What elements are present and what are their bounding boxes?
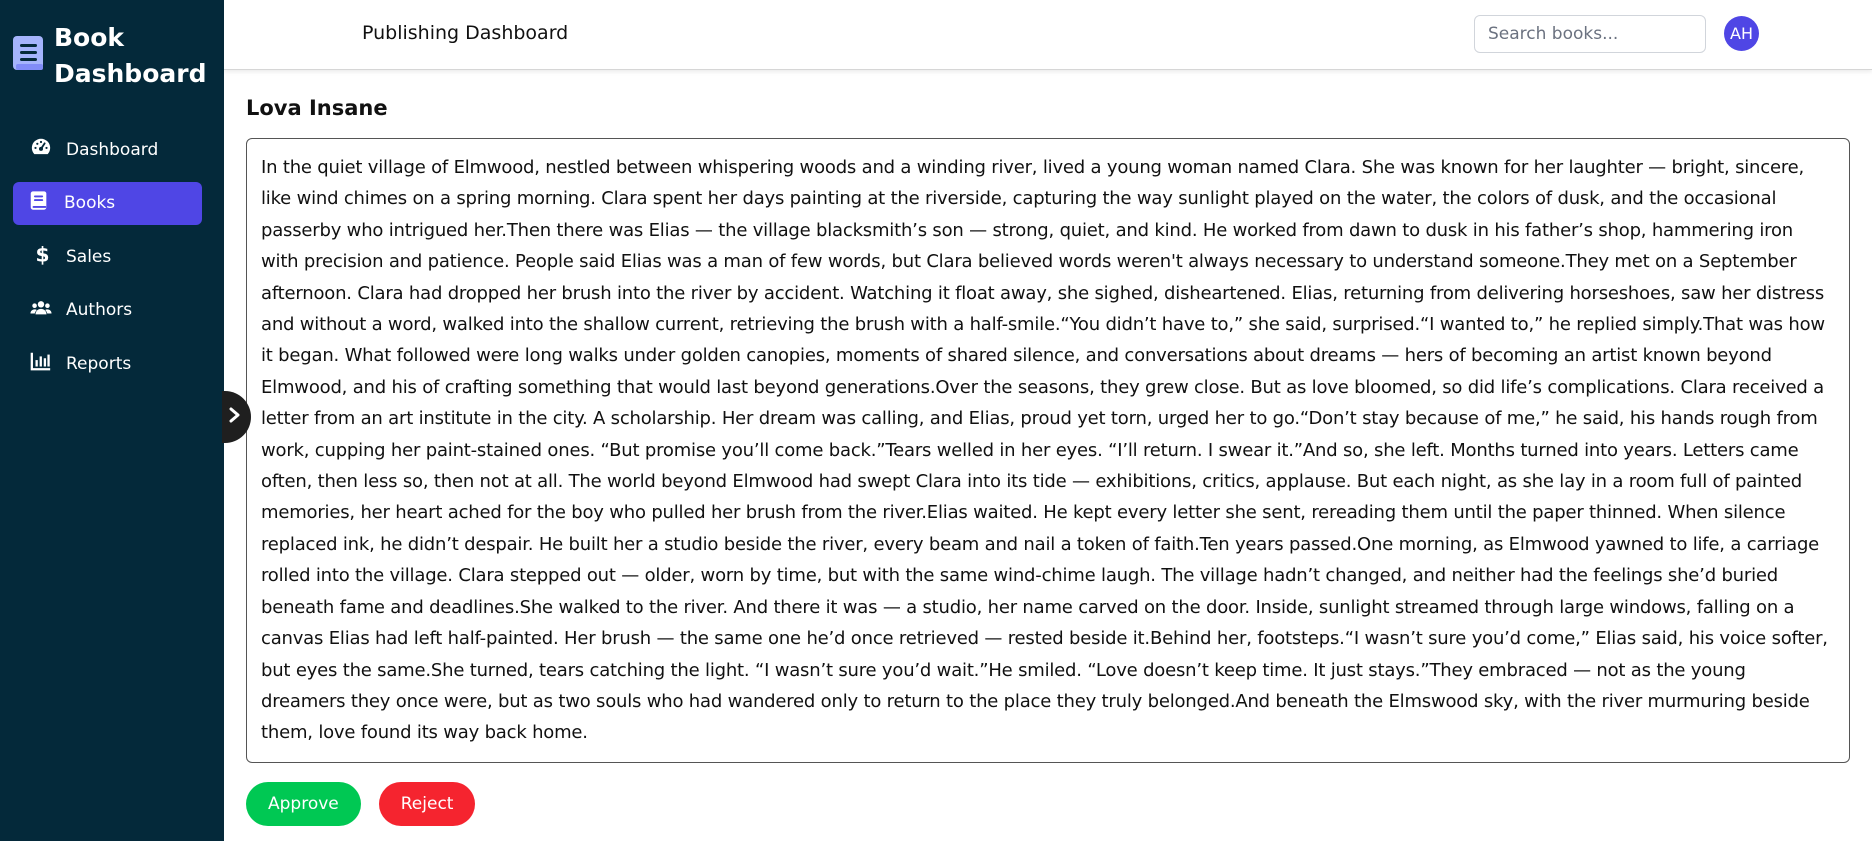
sidebar-item-label: Books — [64, 193, 116, 213]
top-header — [224, 0, 1872, 70]
sidebar-item-label: Sales — [66, 246, 112, 267]
sidebar-item-dashboard[interactable] — [13, 128, 202, 171]
action-buttons — [246, 782, 493, 826]
sidebar — [0, 0, 224, 841]
chevron-right-icon — [232, 407, 242, 427]
sidebar-item-label: Reports — [66, 353, 132, 374]
book-title: Lova Insane — [246, 96, 388, 120]
book-content-text: In the quiet village of Elmwood, nestled between whispering woods and a winding river, lived a young woman named Clara. She was known for her laughter — bright, sincere, like wind chimes on a spring morning. Clara spent her days painting at the riverside, capturing the way sunlight played on the water, the colors of dusk, and the occasional passerby who intrigued her.Then there was Elias — the village blacksmith’s son — strong, quiet, and kind. He worked from dawn to dusk in his father’s shop, hammering iron with precision and patience. People said Elias was a man of few words, but Clara believed words weren't always necessary to understand someone.They met on a September afternoon. Clara had dropped her brush into the river by accident. Watching it float away, she sighed, disheartened. Elias, returning from delivering horseshoes, saw her distress and without a word, walked into the shallow current, retrieving the brush with a half-smile.“You didn’t have to,” she said, surprised.“I wanted to,” he replied simply.That was how it began. What followed were long walks under golden canopies, moments of shared silence, and conversations about dreams — hers of becoming an artist known beyond Elmwood, and his of crafting something that would last beyond generations.Over the seasons, they grew close. But as love bloomed, so did life’s complications. Clara received a letter from an art institute in the city. A scholarship. Her dream was calling, and Elias, proud yet torn, urged her to go.“Don’t stay because of me,” he said, his hands rough from work, cupping her paint-stained ones. “But promise you’ll come back.”Tears welled in her eyes. “I’ll return. I swear it.”And so, she left. Months turned into years. Letters came often, then less so, then not at all. The world beyond Elmwood had swept Clara into its tide — exhibitions, critics, applause. But each night, as she lay in a room full of painted memories, her heart ached for the boy who pulled her brush from the river.Elias waited. He kept every letter she sent, rereading them until the paper thinned. When silence replaced ink, he didn’t despair. He built her a studio beside the river, every beam and nail a token of faith.Ten years passed.One morning, as Elmwood yawned to life, a carriage rolled into the village. Clara stepped out — older, worn by time, but with the same wind-chime laugh. The village hadn’t changed, and neither had the feelings she’d buried beneath fame and deadlines.She walked to the river. And there it was — a studio, her name carved on the door. Inside, sunlight streamed through large windows, falling on a canvas Elias had left half-painted. Her brush — the same one he’d once retrieved — rested beside it.Behind her, footsteps.“I wasn’t sure you’d come,” Elias said, his voice softer, but eyes the same.She turned, tears catching the light. “I wasn’t sure you’d wait.”He smiled. “Love doesn’t keep time. It just stays.”They embraced — not as the young dreamers they once were, but as two souls who had wandered only to return to the place they truly belonged.And beneath the Elmswood sky, with the river murmuring beside them, love found its way back home. — [261, 157, 1828, 744]
dollar-icon — [30, 243, 66, 270]
brand[interactable] — [12, 20, 224, 92]
sidebar-item-authors[interactable] — [13, 289, 202, 332]
approve-button[interactable]: Approve — [246, 782, 361, 826]
sidebar-item-reports[interactable] — [13, 342, 202, 385]
avatar[interactable]: AH — [1724, 16, 1759, 51]
sidebar-item-label: Dashboard — [66, 139, 159, 160]
book-icon — [12, 20, 46, 78]
svg-text:$: $ — [35, 243, 50, 265]
chart-bar-icon — [30, 350, 66, 377]
brand-title: Book Dashboard — [54, 23, 207, 88]
sidebar-nav — [13, 128, 202, 396]
sidebar-item-books[interactable] — [13, 182, 202, 225]
reject-button[interactable]: Reject — [379, 782, 476, 826]
gauge-icon — [30, 136, 66, 163]
sidebar-item-sales[interactable] — [13, 235, 202, 278]
page-title: Publishing Dashboard — [362, 22, 569, 44]
sidebar-item-label: Authors — [66, 300, 133, 320]
search-input[interactable] — [1474, 15, 1706, 53]
users-icon — [30, 297, 66, 324]
main-content — [224, 70, 1872, 841]
book-icon — [28, 190, 64, 217]
book-content-box[interactable] — [246, 138, 1850, 763]
